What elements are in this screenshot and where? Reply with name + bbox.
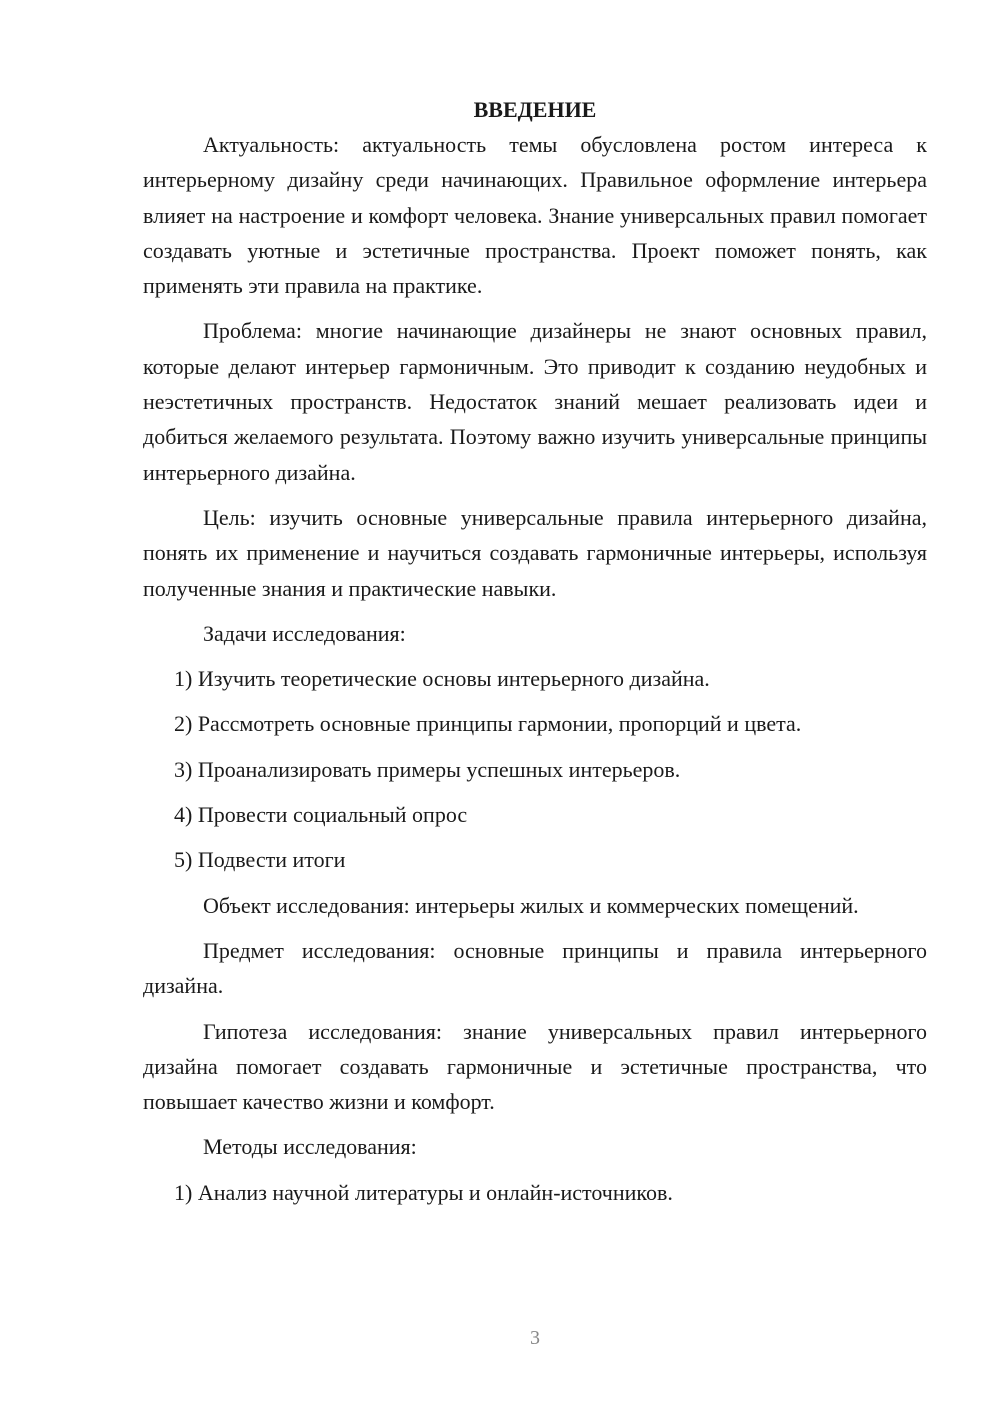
paragraph-problem: Проблема: многие начинающие дизайнеры не знают основных правил, которые делают интерьер гармоничным. Это приводит к созданию неудобных и неэстетичных пространств. Недостаток знаний мешает реализовать идеи и добиться желаемого результата. Поэтому важно изучить универсальные принципы интерьерного дизайна. <box>143 318 927 485</box>
page-number: 3 <box>530 1327 540 1349</box>
method-item-1: 1) Анализ научной литературы и онлайн-источников. <box>174 1179 673 1205</box>
document-page <box>143 92 927 1220</box>
paragraph-object: Объект исследования: интерьеры жилых и коммерческих помещений. <box>203 892 859 918</box>
paragraph-relevance: Актуальность: актуальность темы обусловлена ростом интереса к интерьерному дизайну среди начинающих. Правильное оформление интерьера влияет на настроение и комфорт человека. Знание универсальных правил помогает создавать уютные и эстетичные пространства. Проект поможет понять, как применять эти правила на практике. <box>143 132 927 299</box>
task-item-2: 2) Рассмотреть основные принципы гармонии, пропорций и цвета. <box>174 711 802 737</box>
methods-heading: Методы исследования: <box>203 1134 417 1160</box>
tasks-heading: Задачи исследования: <box>203 620 406 646</box>
document-title: ВВЕДЕНИЕ <box>473 97 597 122</box>
paragraph-hypothesis: Гипотеза исследования: знание универсальных правил интерьерного дизайна помогает создавать гармоничные и эстетичные пространства, что повышает качество жизни и комфорт. <box>143 1018 927 1115</box>
paragraph-goal: Цель: изучить основные универсальные правила интерьерного дизайна, понять их применение и научиться создавать гармоничные интерьеры, используя полученные знания и практические навыки. <box>143 504 927 601</box>
task-item-3: 3) Проанализировать примеры успешных интерьеров. <box>174 756 681 782</box>
paragraph-subject: Предмет исследования: основные принципы и правила интерьерного дизайна. <box>143 937 927 999</box>
task-item-1: 1) Изучить теоретические основы интерьерного дизайна. <box>174 666 710 692</box>
task-item-5: 5) Подвести итоги <box>174 847 346 873</box>
task-item-4: 4) Провести социальный опрос <box>174 802 468 828</box>
